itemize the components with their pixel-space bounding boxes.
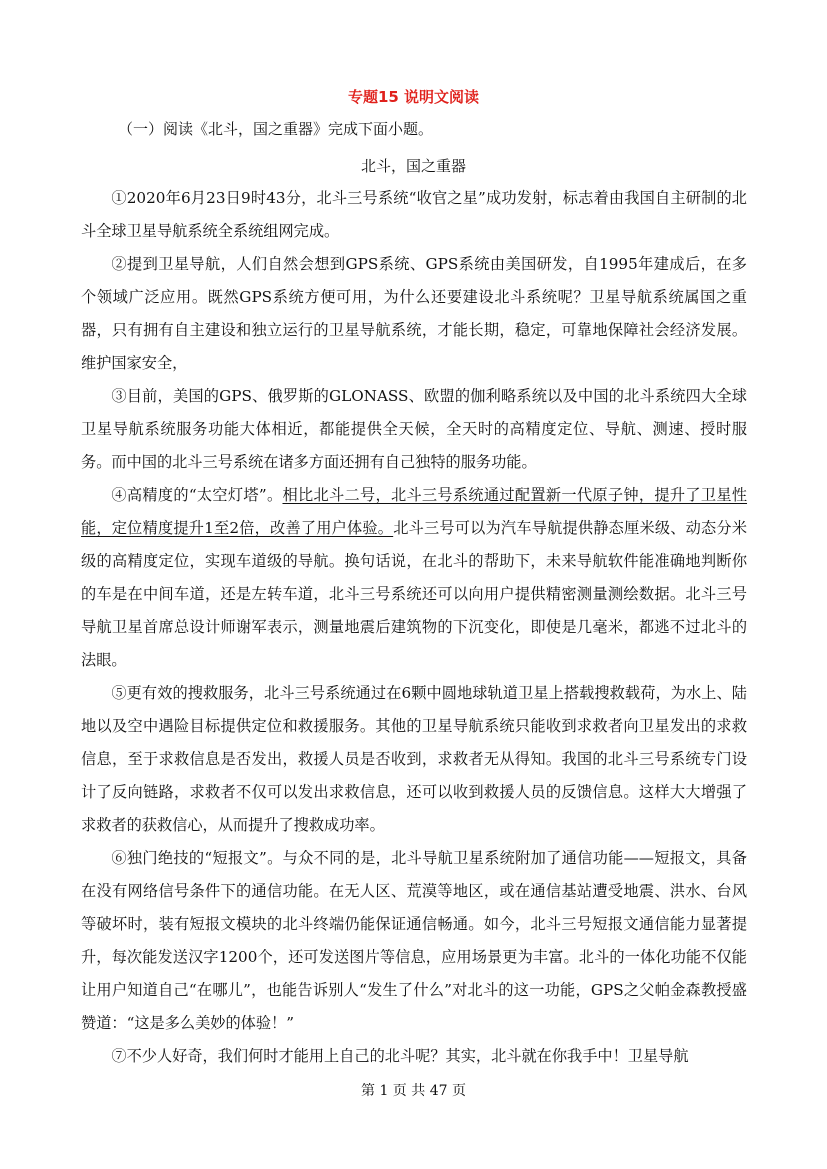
- paragraph-2: [81, 248, 747, 380]
- paragraph-4-text: 北斗三号可以为汽车导航提供静态厘米级、动态分米级的高精度定位，实现车道级的导航。换句话说，在北斗的帮助下，未来导航软件能准确地判断你的车是在中间车道，还是左转车道，北斗三号系统还可以向用户提供精密测量测绘数据。北斗三号导航卫星首席总设计师谢军表示，测量地震后建筑物的下沉变化，即使是几毫米，都逃不过北斗的法眼。: [81, 519, 748, 669]
- paragraph-7: [81, 1040, 747, 1073]
- page-footer: 第 1 页 共 47 页: [361, 1083, 466, 1099]
- paragraph-1-text: ①2020年6月23日9时43分，北斗三号系统“收官之星”成功发射，标志着由我国自主研制的北斗全球卫星导航系统全系统组网完成。: [81, 189, 747, 240]
- paragraph-2-text: ②提到卫星导航，人们自然会想到GPS系统、GPS系统由美国研发，自1995年建成后，在多个领域广泛应用。既然GPS系统方便可用，为什么还要建设北斗系统呢？卫星导航系统属国之重器，只有拥有自主建设和独立运行的卫星导航系统，才能长期，稳定，可靠地保障社会经济发展。维护国家安全，: [81, 255, 747, 372]
- paragraph-3-text: ③目前，美国的GPS、俄罗斯的GLONASS、欧盟的伽利略系统以及中国的北斗系统四大全球卫星导航系统服务功能大体相近，都能提供全天候，全天时的高精度定位、导航、测速、授时服务。而中国的北斗三号系统在诸多方面还拥有自己独特的服务功能。: [81, 387, 747, 471]
- paragraph-6-text: ⑥独门绝技的“短报文”。与众不同的是，北斗导航卫星系统附加了通信功能——短报文，具备在没有网络信号条件下的通信功能。在无人区、荒漠等地区，或在通信基站遭受地震、洪水、台风等破坏时，装有短报文模块的北斗终端仍能保证通信畅通。如今，北斗三号短报文通信能力显著提升，每次能发送汉字1200个，还可发送图片等信息，应用场景更为丰富。北斗的一体化功能不仅能让用户知道自己“在哪儿”，也能告诉别人“发生了什么”对北斗的这一功能，GPS之父帕金森教授盛赞道：“这是多么美妙的体验！”: [81, 849, 747, 1032]
- paragraph-6: [81, 842, 747, 1040]
- doc-title: 专题15 说明文阅读: [347, 88, 480, 106]
- paragraph-4-underlined-sentence: 相比北斗二号，北斗三号系统通过配置新一代原子钟，提升了卫星性能，定位精度提升1至2倍，改善了用户体验。: [81, 486, 748, 537]
- article-title: 北斗，国之重器: [360, 157, 466, 175]
- paragraph-4: [81, 479, 747, 677]
- paragraph-5-text: ⑤更有效的搜救服务，北斗三号系统通过在6颗中圆地球轨道卫星上搭载搜救载荷，为水上、陆地以及空中遇险目标提供定位和救援服务。其他的卫星导航系统只能收到求救者向卫星发出的求救信息，至于求救信息是否发出，救援人员是否收到，求救者无从得知。我国的北斗三号系统专门设计了反向链路，求救者不仅可以发出求救信息，还可以收到救援人员的反馈信息。这样大大增强了求救者的获救信心，从而提升了搜救成功率。: [81, 684, 747, 834]
- paragraph-1: [81, 182, 747, 248]
- paragraph-7-text: ⑦不少人好奇，我们何时才能用上自己的北斗呢？其实，北斗就在你我手中！卫星导航: [111, 1047, 689, 1065]
- paragraph-5: [81, 677, 747, 842]
- paragraph-4-heading: ④高精度的“太空灯塔”。: [111, 486, 283, 504]
- paragraph-3: [81, 380, 747, 479]
- article-body: [81, 182, 747, 1073]
- reading-instruction: （一）阅读《北斗，国之重器》完成下面小题。: [118, 120, 434, 138]
